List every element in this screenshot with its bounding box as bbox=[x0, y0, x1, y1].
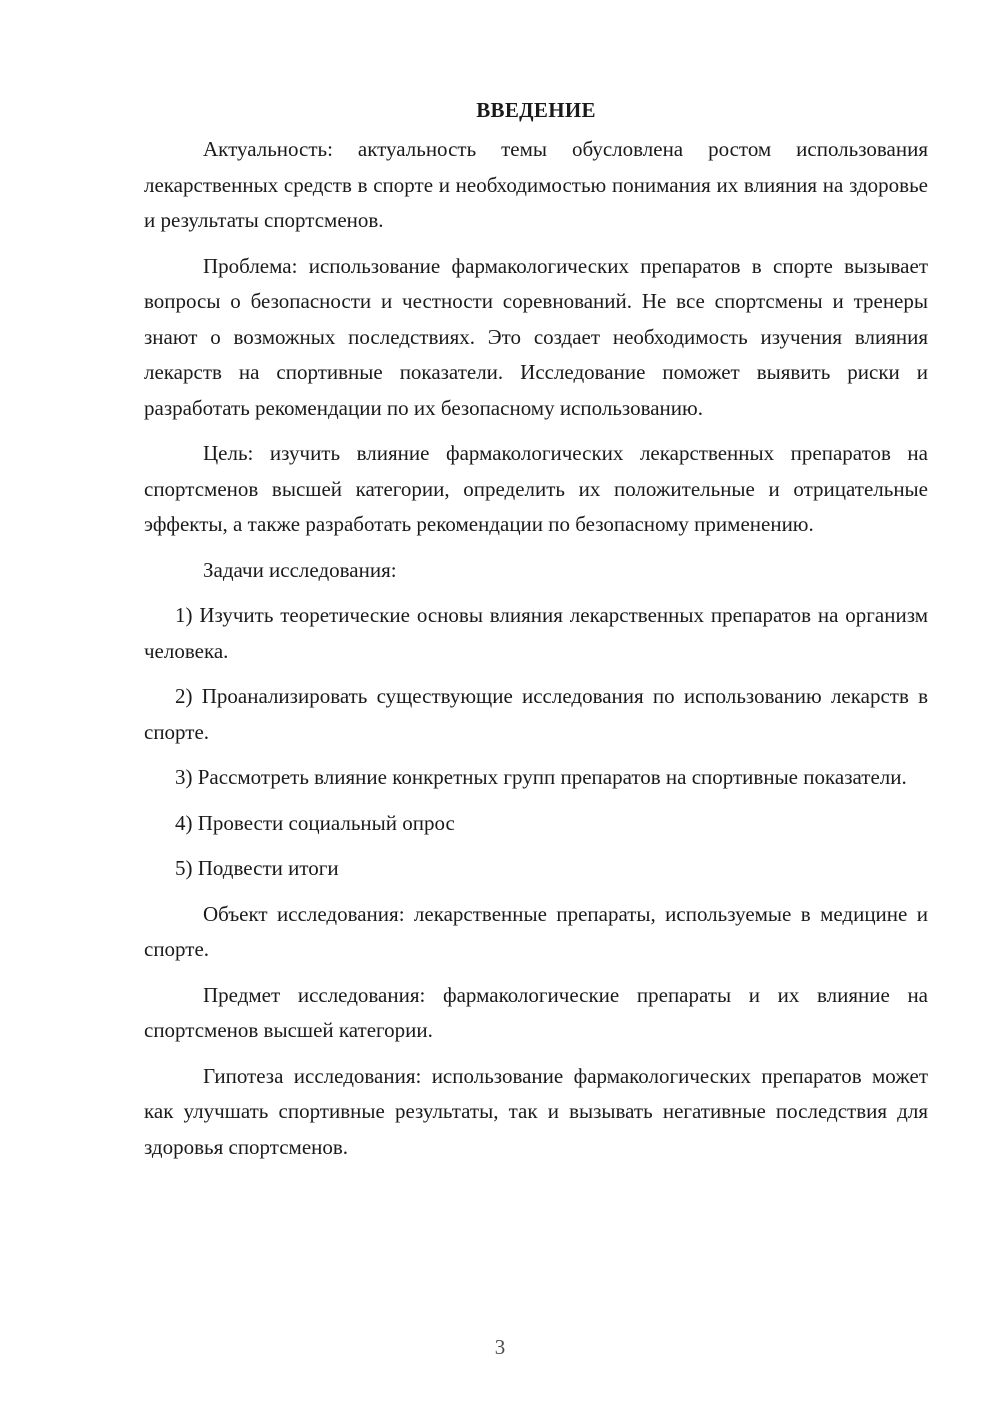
object-paragraph: Объект исследования: лекарственные препараты, используемые в медицине и спорте. bbox=[144, 901, 928, 961]
relevance-paragraph: Актуальность: актуальность темы обусловлена ростом использования лекарственных средств в спорте и необходимостью понимания их влияния на здоровье и результаты спортсменов. bbox=[144, 137, 928, 232]
task-item-4: 4) Провести социальный опрос bbox=[175, 810, 455, 835]
problem-paragraph: Проблема: использование фармакологических препаратов в спорте вызывает вопросы о безопасности и честности соревнований. Не все спортсмены и тренеры знают о возможных последствиях. Это создает необходимость изучения влияния лекарств на спортивные показатели. Исследование поможет выявить риски и разработать рекомендации по их безопасному использованию. bbox=[144, 253, 928, 420]
goal-paragraph: Цель: изучить влияние фармакологических лекарственных препаратов на спортсменов высшей категории, определить их положительные и отрицательные эффекты, а также разработать рекомендации по безопасному применению. bbox=[144, 441, 928, 536]
task-item-2: 2) Проанализировать существующие исследования по использованию лекарств в спорте. bbox=[144, 684, 928, 744]
subject-paragraph: Предмет исследования: фармакологические препараты и их влияние на спортсменов высшей категории. bbox=[144, 982, 928, 1042]
task-item-3: 3) Рассмотреть влияние конкретных групп препаратов на спортивные показатели. bbox=[175, 765, 907, 789]
page-title: ВВЕДЕНИЕ bbox=[476, 98, 596, 122]
tasks-title: Задачи исследования: bbox=[203, 557, 397, 582]
task-item-1: 1) Изучить теоретические основы влияния лекарственных препаратов на организм человека. bbox=[144, 603, 928, 663]
task-item-5: 5) Подвести итоги bbox=[175, 856, 339, 880]
hypothesis-paragraph: Гипотеза исследования: использование фармакологических препаратов может как улучшать спортивные результаты, так и вызывать негативные последствия для здоровья спортсменов. bbox=[144, 1063, 928, 1159]
document-page bbox=[144, 94, 928, 1175]
page-number: 3 bbox=[494, 1335, 506, 1359]
